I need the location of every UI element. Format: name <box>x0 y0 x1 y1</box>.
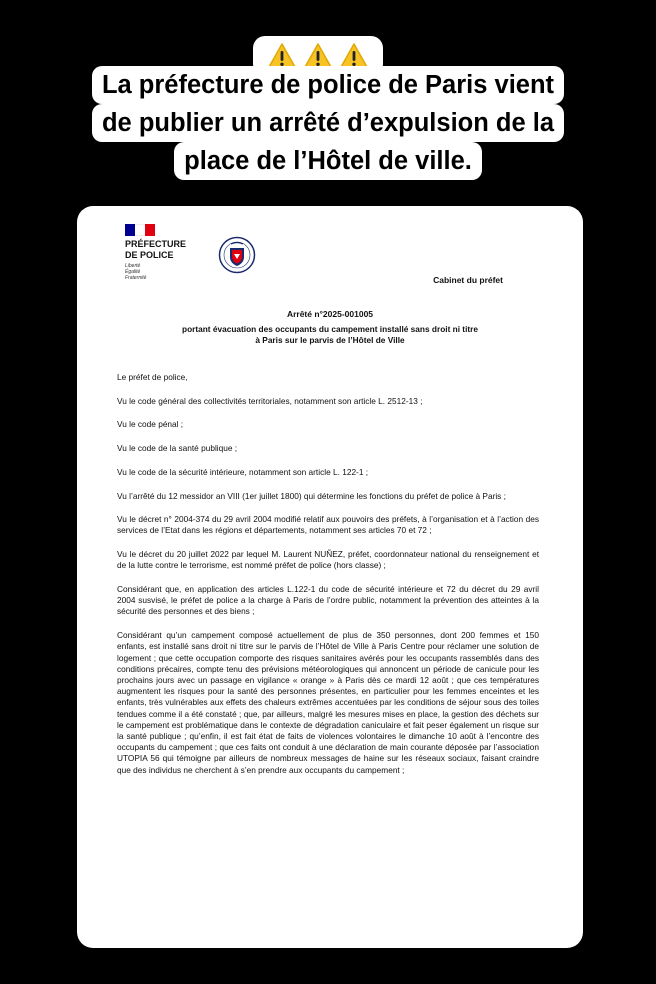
french-flag-icon <box>125 224 155 236</box>
paragraph: Considérant que, en application des articles L.122-1 du code de sécurité intérieure et 72 du décret du 29 avril 2004 susvisé, le préfet de police a la charge à Paris de l’ordre public, notamment la prévention des atteintes à la sécurité des personnes et des biens ; <box>117 584 539 617</box>
republic-motto: Liberté Égalité Fraternité <box>125 263 147 281</box>
prefecture-name: PRÉFECTURE DE POLICE <box>125 239 187 260</box>
headline-line: de publier un arrêté d’expulsion de la <box>92 104 564 142</box>
paragraph: Vu le code pénal ; <box>117 419 184 430</box>
police-seal-icon <box>218 236 256 274</box>
prefecture-logo <box>125 224 205 281</box>
paragraph: Vu l’arrêté du 12 messidor an VIII (1er juillet 1800) qui détermine les fonctions du préfet de police à Paris ; <box>117 490 506 501</box>
document-page <box>77 206 583 948</box>
paragraph: Vu le décret n° 2004-374 du 29 avril 2004 modifié relatif aux pouvoirs des préfets, à l’organisation et à l’action des services de l’Etat dans les régions et départements, notamment ses articles 70 et 72 ; <box>117 514 539 536</box>
arrete-number: Arrêté n°2025-001005 <box>286 309 374 319</box>
paragraph: Vu le code général des collectivités territoriales, notamment son article L. 2512-13 ; <box>117 395 423 406</box>
headline <box>38 66 618 180</box>
document-body <box>117 372 539 788</box>
headline-line: place de l’Hôtel de ville. <box>174 142 482 180</box>
paragraph: Vu le décret du 20 juillet 2022 par lequel M. Laurent NUÑEZ, préfet, coordonnateur national du renseignement et de la lutte contre le terrorisme, est nommé préfet de police (hors classe) ; <box>117 549 539 571</box>
paragraph: Vu le code de la sécurité intérieure, notamment son article L. 122-1 ; <box>117 466 369 477</box>
cabinet-label: Cabinet du préfet <box>433 275 503 285</box>
arrete-subject: portant évacuation des occupants du campement installé sans droit ni titre à Paris sur le parvis de l’Hôtel de Ville <box>182 324 478 345</box>
paragraph: Le préfet de police, <box>117 372 188 382</box>
paragraph: Considérant qu’un campement composé actuellement de plus de 350 personnes, dont 200 femmes et 150 enfants, est installé sans droit ni titre sur le parvis de l’Hôtel de Ville à Paris Centre pour réclamer une solution de logement ; que cette occupation comporte des risques sanitaires avérés pour les occupants rassemblés dans des conditions précaires, compte tenu des prévisions météorologiques qui annoncent un période de canicule pour les prochains jours avec un passage en vigilance « orange » à Paris dès ce mardi 12 août ; que ces températures augmentent les risques pour la santé des personnes présentes, en particulier pour les femmes enceintes et les enfants, très vulnérables aux effets des chaleurs extrêmes accentuées par les conditions de séjour sous des toiles tendues comme il a été constaté ; que, par ailleurs, malgré les mesures mises en place, la gestion des déchets sur le campement est problématique dans le contexte de dégradation caniculaire et fait peser également un risque sur la santé publique ; qu’enfin, il est fait état de faits de violences volontaires le dimanche 10 août à l’encontre des occupants du campement ; que ces faits ont conduit à une déclaration de main courante déposée par l’association UTOPIA 56 qui témoigne par ailleurs de nombreux messages de haine sur les réseaux sociaux, faisant craindre que des individus ne cherchent à s’en prendre aux occupants du campement ; <box>117 630 539 775</box>
headline-line: La préfecture de police de Paris vient <box>92 66 564 104</box>
paragraph: Vu le code de la santé publique ; <box>117 443 238 454</box>
